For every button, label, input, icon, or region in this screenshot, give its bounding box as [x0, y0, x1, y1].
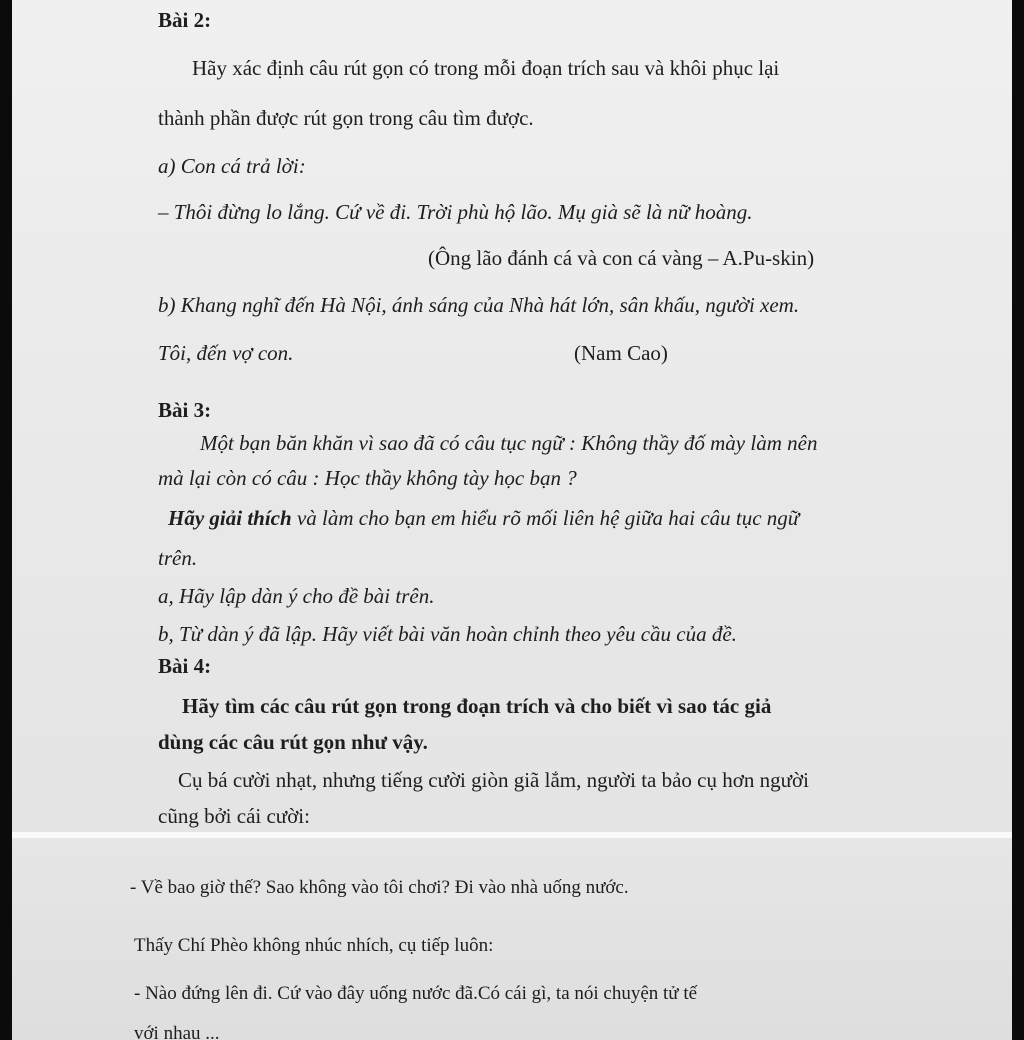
- bai3-line-2: mà lại còn có câu : Học thầy không tày học bạn ?: [158, 466, 577, 490]
- bai2-part-a-quote: – Thôi đừng lo lắng. Cứ về đi. Trời phù hộ lão. Mụ già sẽ là nữ hoàng.: [158, 200, 753, 224]
- bai2-part-b-source: (Nam Cao): [574, 341, 668, 365]
- bai3-title: Bài 3:: [158, 398, 212, 422]
- narration-line: Thấy Chí Phèo không nhúc nhích, cụ tiếp luôn:: [134, 935, 494, 956]
- bai4-line-2: dùng các câu rút gọn như vậy.: [158, 730, 428, 754]
- bai3-line-3: [168, 506, 799, 530]
- dialogue-line-2: - Nào đứng lên đi. Cứ vào đây uống nước đã.Có cái gì, ta nói chuyện tử tế: [134, 983, 698, 1004]
- bai3-line-3-rest: và làm cho bạn em hiểu rõ mối liên hệ giữa hai câu tục ngữ: [291, 506, 800, 530]
- worksheet-page-2: [12, 838, 1012, 1040]
- bai2-part-b-line-1: b) Khang nghĩ đến Hà Nội, ánh sáng của Nhà hát lớn, sân khấu, người xem.: [158, 293, 800, 317]
- bai2-part-b-line-2: Tôi, đến vợ con.: [158, 341, 294, 365]
- bai3-line-1: Một bạn băn khăn vì sao đã có câu tục ngữ : Không thầy đố mày làm nên: [200, 431, 818, 455]
- worksheet-page-1: [12, 0, 1012, 832]
- bai2-instruction-line-2: thành phần được rút gọn trong câu tìm được.: [158, 106, 534, 130]
- bai3-task-a: a, Hãy lập dàn ý cho đề bài trên.: [158, 584, 435, 608]
- bai2-instruction-line-1: Hãy xác định câu rút gọn có trong mỗi đoạn trích sau và khôi phục lại: [192, 56, 780, 80]
- bai2-part-a-source: (Ông lão đánh cá và con cá vàng – A.Pu-skin): [428, 246, 815, 270]
- dialogue-line-2-cont: với nhau ...: [134, 1023, 220, 1040]
- bai3-line-3-bold: Hãy giải thích: [168, 506, 292, 530]
- bai4-line-1: Hãy tìm các câu rút gọn trong đoạn trích và cho biết vì sao tác giả: [182, 694, 772, 718]
- bai4-title: Bài 4:: [158, 654, 212, 678]
- bai4-line-3: Cụ bá cười nhạt, nhưng tiếng cười giòn giã lắm, người ta bảo cụ hơn người: [178, 768, 809, 792]
- bai3-task-b: b, Từ dàn ý đã lập. Hãy viết bài văn hoàn chỉnh theo yêu cầu của đề.: [158, 622, 737, 646]
- bai3-line-4: trên.: [158, 546, 198, 570]
- bai2-title: Bài 2:: [158, 8, 212, 32]
- dialogue-line-1: - Về bao giờ thế? Sao không vào tôi chơi? Đi vào nhà uống nước.: [130, 877, 629, 898]
- bai2-part-a-label: a) Con cá trả lời:: [158, 154, 306, 178]
- bai4-line-4: cũng bởi cái cười:: [158, 804, 310, 828]
